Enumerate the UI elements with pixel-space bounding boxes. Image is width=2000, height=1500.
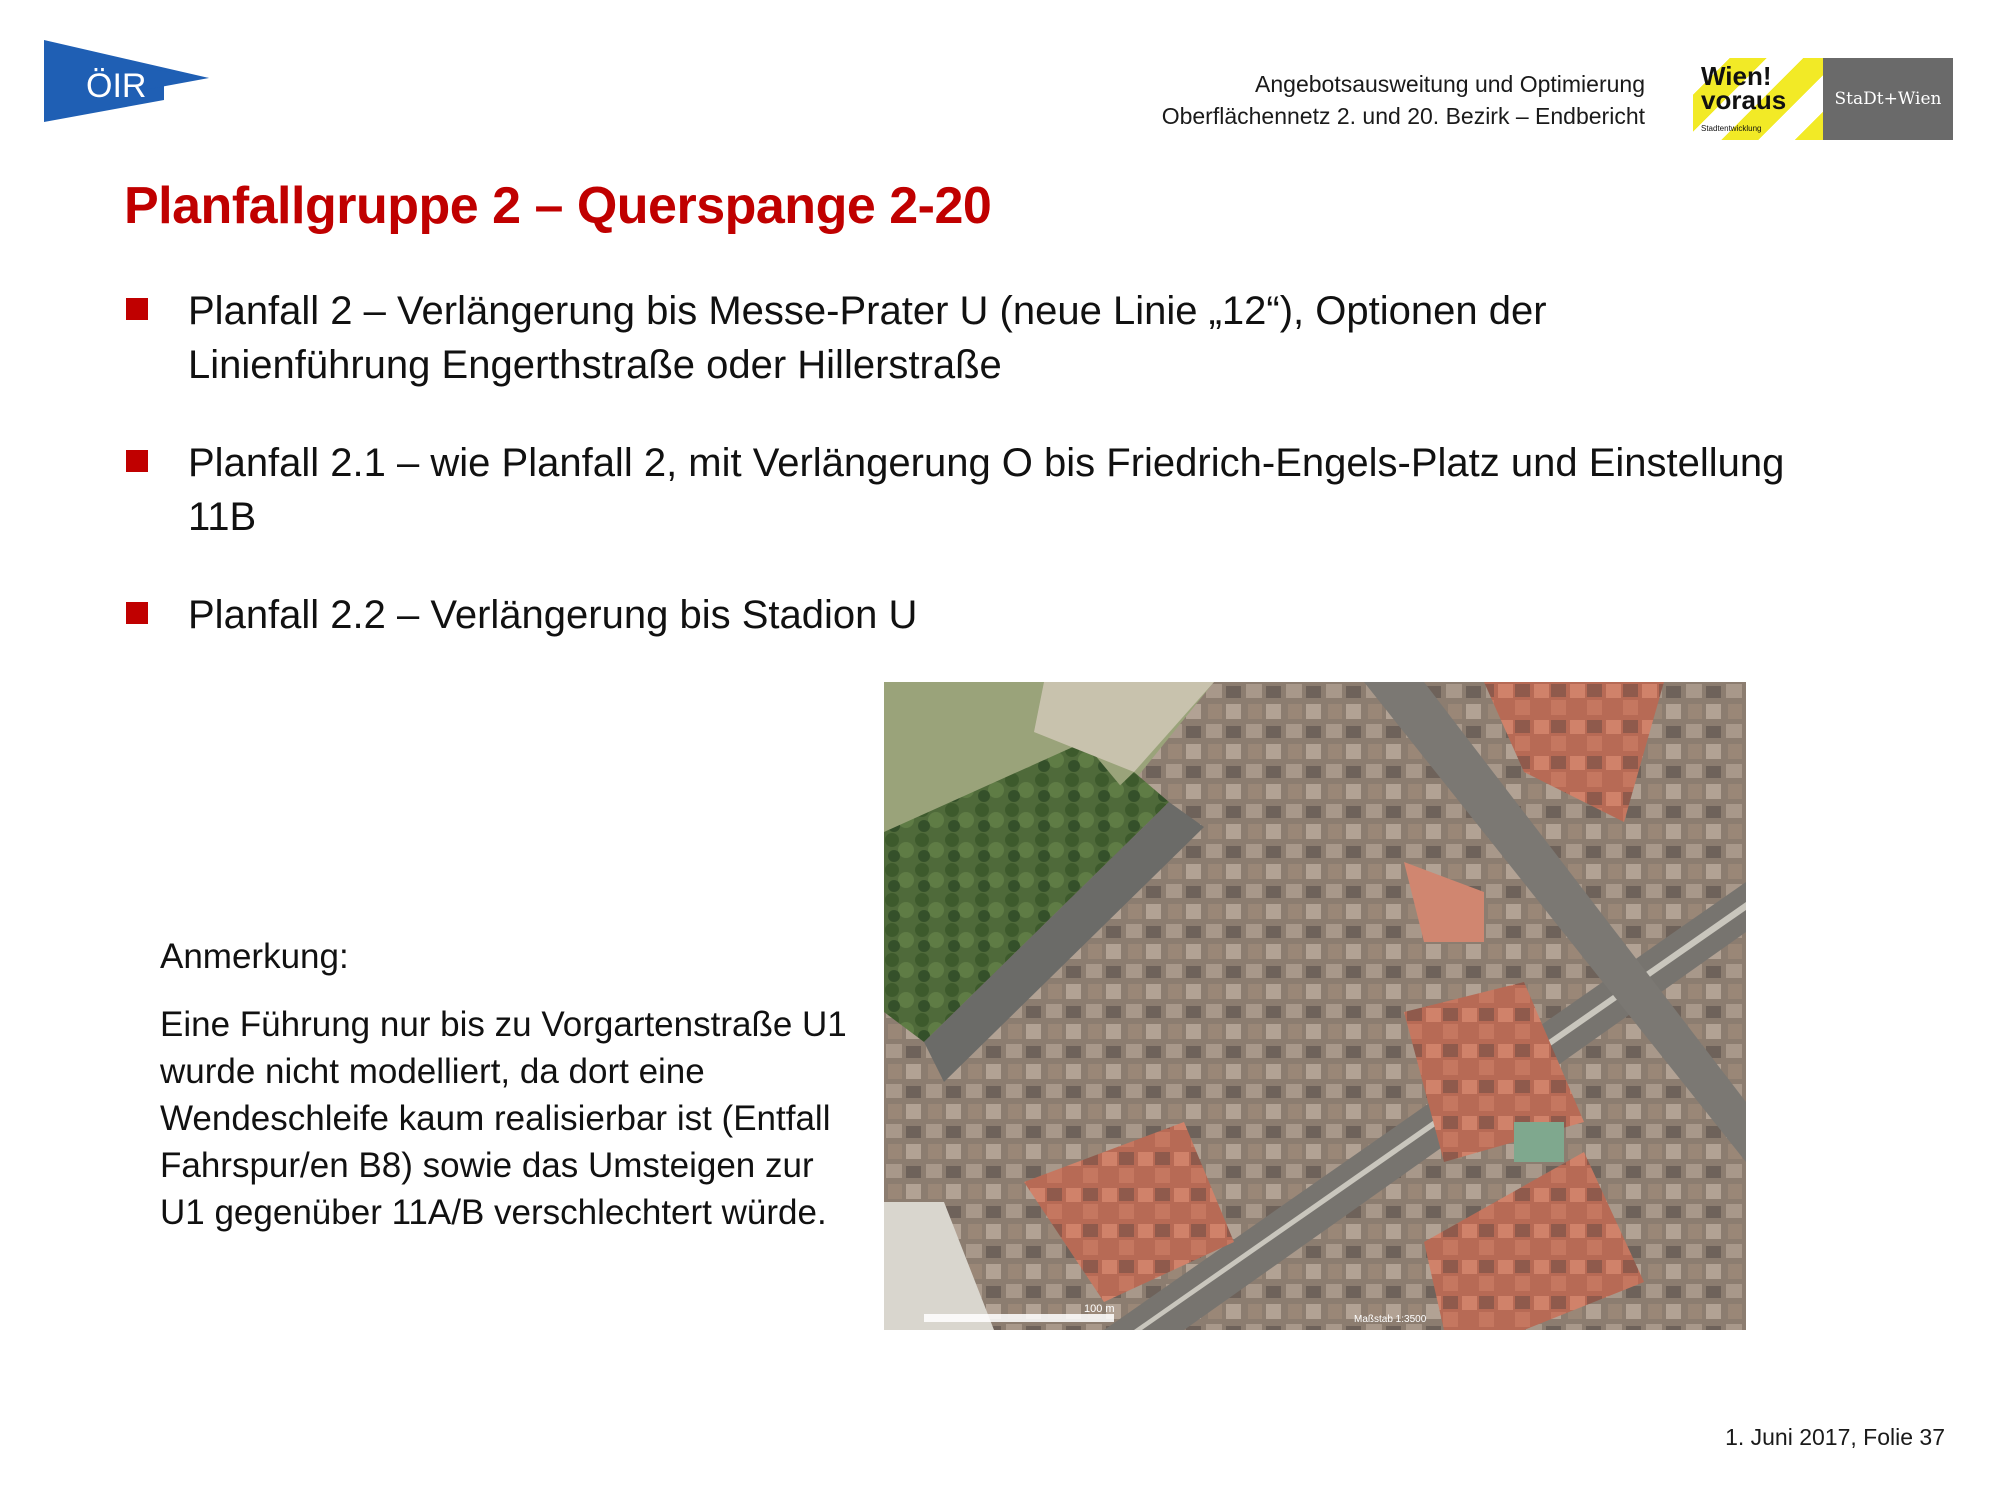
map-scale-label: 100 m [1084, 1303, 1115, 1315]
map-scale-ratio: Maßstab 1:3500 [1354, 1314, 1427, 1325]
stadt-wien-logo [1823, 58, 1953, 140]
note-heading: Anmerkung: [160, 937, 349, 976]
slide-footer: 1. Juni 2017, Folie 37 [1725, 1424, 1945, 1450]
oir-logo [44, 38, 214, 126]
bullet-square-icon [126, 602, 148, 624]
aerial-map-image [884, 682, 1746, 1330]
slide-title: Planfallgruppe 2 – Querspange 2-20 [124, 177, 992, 235]
bullet-square-icon [126, 298, 148, 320]
bullet-text: Planfall 2.1 – wie Planfall 2, mit Verlängerung O bis Friedrich-Engels-Platz und Einstellung 11B [188, 441, 1785, 539]
wien-logo-line-3: Stadtentwicklung [1701, 124, 1762, 133]
header-line-2: Oberflächennetz 2. und 20. Bezirk – Endbericht [1161, 103, 1645, 129]
bullet-square-icon [126, 450, 148, 472]
report-header [1162, 68, 1645, 132]
bullet-text: Planfall 2 – Verlängerung bis Messe-Prater U (neue Linie „12“), Optionen der Linienführung Engerthstraße oder Hillerstraße [188, 289, 1547, 387]
note-body: Eine Führung nur bis zu Vorgartenstraße U1 wurde nicht modelliert, da dort eine Wendeschleife kaum realisierbar ist (Entfall Fahrspur/en B8) sowie das Umsteigen zur U1 gegenüber 11A/B verschlechtert würde. [160, 1005, 847, 1232]
header-line-1: Angebotsausweitung und Optimierung [1255, 71, 1645, 97]
oir-logo-text: ÖIR [86, 67, 147, 105]
stadt-wien-logo-text: StaDt+Wien [1834, 89, 1942, 109]
wien-logo-line-2: voraus [1701, 85, 1787, 115]
wien-logo-line-1: Wien! [1701, 61, 1772, 91]
bullet-text: Planfall 2.2 – Verlängerung bis Stadion U [188, 593, 918, 637]
wien-voraus-logo [1693, 58, 1823, 140]
